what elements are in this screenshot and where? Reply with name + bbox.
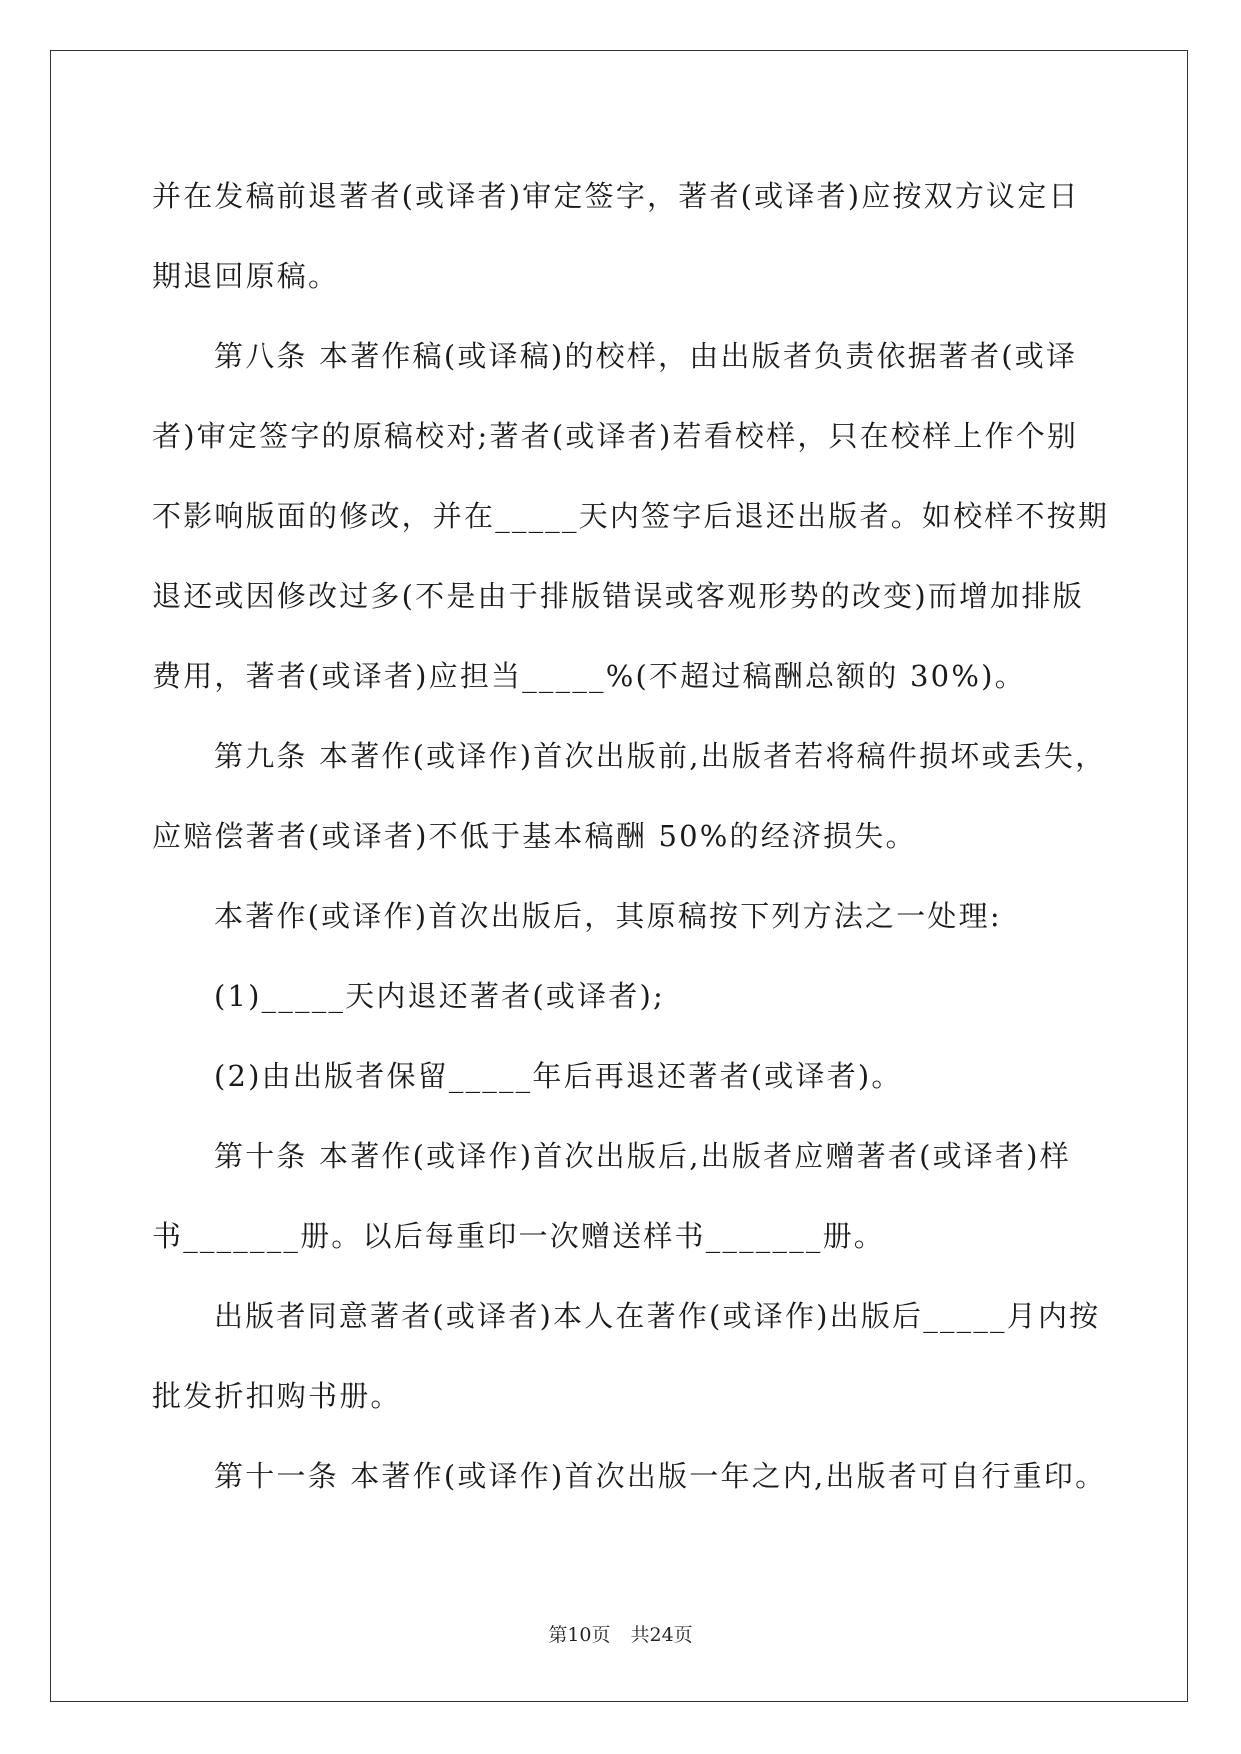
page-footer	[0, 1620, 1241, 1647]
text-line: 者)审定签字的原稿校对;著者(或译者)若看校样，只在校样上作个别	[152, 419, 1079, 453]
article-9-heading-line: 第九条 本著作(或译作)首次出版前,出版者若将稿件损坏或丢失，	[214, 739, 1107, 773]
article-8-heading-line: 第八条 本著作稿(或译稿)的校样，由出版者负责依据著者(或译	[214, 339, 1078, 373]
list-item: (2)由出版者保留_____年后再退还著者(或译者)。	[214, 1059, 903, 1093]
page-total: 共24页	[630, 1624, 693, 1646]
text-line: 期退回原稿。	[152, 259, 340, 293]
text-line: 应赔偿著者(或译者)不低于基本稿酬 50%的经济损失。	[152, 819, 917, 853]
article-11-heading-line: 第十一条 本著作(或译作)首次出版一年之内,出版者可自行重印。	[214, 1459, 1107, 1493]
text-line: 书_______册。以后每重印一次赠送样书_______册。	[152, 1219, 886, 1253]
document-body	[152, 156, 1110, 1516]
article-10-heading-line: 第十条 本著作(或译作)首次出版后,出版者应赠著者(或译者)样	[214, 1139, 1071, 1173]
text-line: 批发折扣购书册。	[152, 1379, 402, 1413]
list-item: (1)_____天内退还著者(或译者);	[214, 979, 665, 1013]
text-line: 费用，著者(或译者)应担当_____%(不超过稿酬总额的 30%)。	[152, 659, 1026, 693]
text-line: 出版者同意著者(或译者)本人在著作(或译作)出版后_____月内按	[214, 1299, 1101, 1333]
text-line: 并在发稿前退著者(或译者)审定签字，著者(或译者)应按双方议定日	[152, 179, 1080, 213]
text-line: 退还或因修改过多(不是由于排版错误或客观形势的改变)而增加排版	[152, 579, 1084, 613]
page-number: 第10页	[548, 1624, 611, 1646]
text-line: 本著作(或译作)首次出版后，其原稿按下列方法之一处理:	[214, 899, 1002, 933]
text-line: 不影响版面的修改，并在_____天内签字后退还出版者。如校样不按期	[152, 499, 1110, 533]
